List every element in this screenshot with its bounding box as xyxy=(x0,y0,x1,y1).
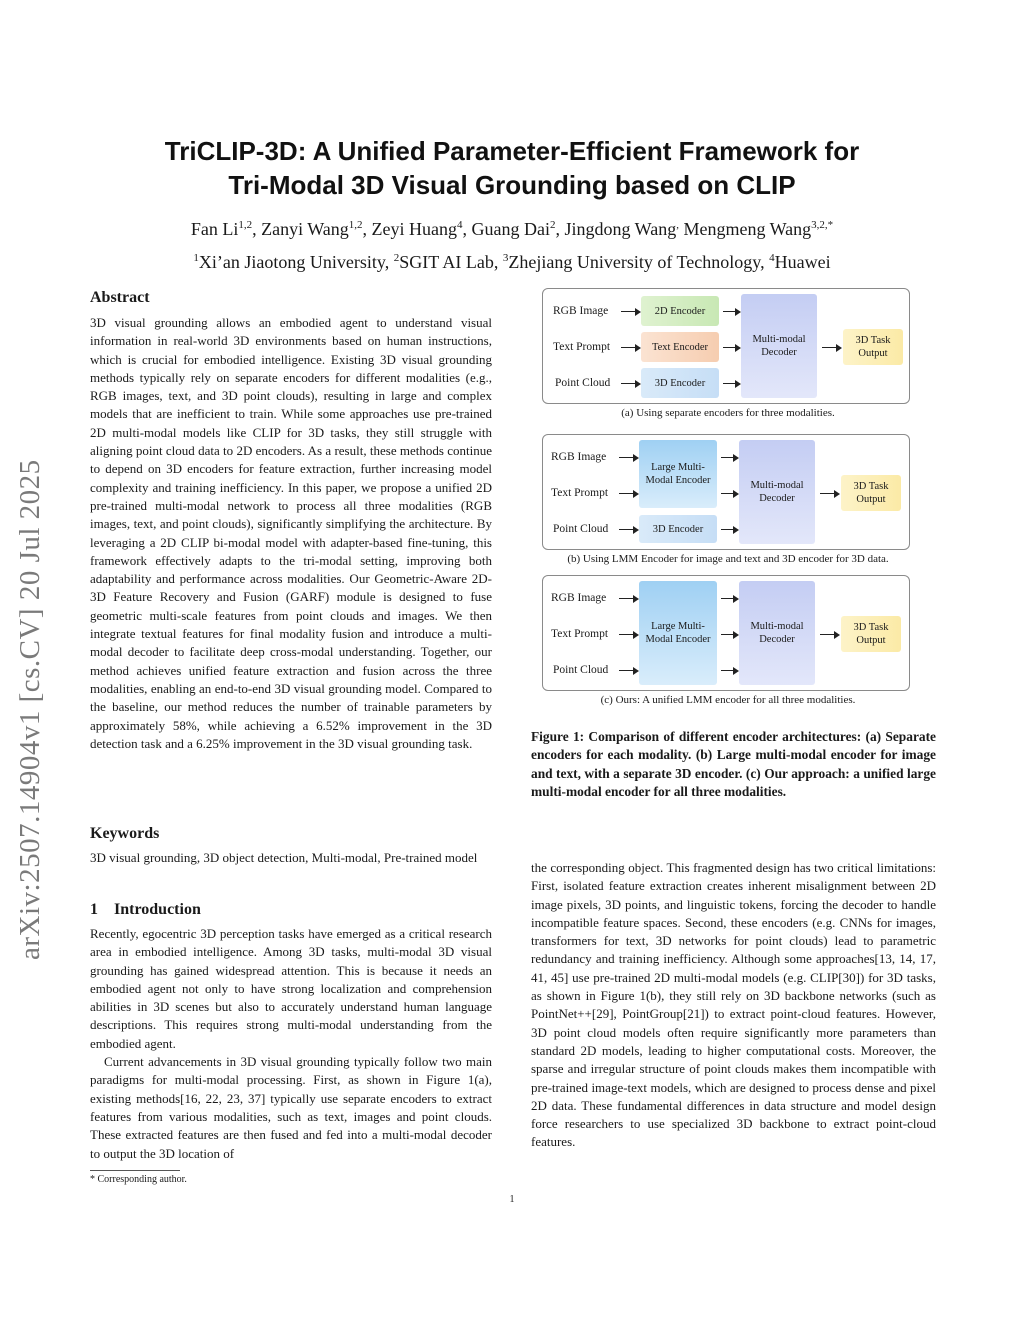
arrow xyxy=(621,383,639,384)
large-multimodal-encoder-box: Large Multi-Modal Encoder xyxy=(639,581,717,685)
panel-a-caption: (a) Using separate encoders for three modalities. xyxy=(621,407,835,419)
3d-encoder-box: 3D Encoder xyxy=(641,368,719,398)
author-list xyxy=(80,217,944,241)
author: Zeyi Huang$^4$, xyxy=(371,219,472,239)
text-encoder-box: Text Encoder xyxy=(641,332,719,362)
figure-panel-b xyxy=(542,434,910,550)
3d-encoder-box: 3D Encoder xyxy=(639,515,717,543)
arrow xyxy=(619,493,637,494)
arrow xyxy=(721,493,737,494)
arxiv-side-stamp: arXiv:2507.14904v1 [cs.CV] 20 Jul 2025 xyxy=(14,459,46,960)
arrow xyxy=(721,529,737,530)
footnote-divider xyxy=(90,1170,180,1171)
arrow xyxy=(723,347,739,348)
figure-panel-a xyxy=(542,288,910,404)
input-label-point-cloud: Point Cloud xyxy=(555,377,611,389)
2d-encoder-box: 2D Encoder xyxy=(641,296,719,326)
intro-paragraph-3: the corresponding object. This fragmented design has two critical limitations: First, isolated feature extraction creates inherent misalignment between 2D image pixels, 3D points, and linguistic tokens, forcing the decoder to handle incompatible feature spaces. Second, these encoders (e.g. CNNs for images, transformers for text, 3D networks for point clouds) lead to parametric redundancy and training inefficiency. Although some approaches[13, 14, 17, 41, 45] use pre-trained 2D multi-modal models (e.g. CLIP[30]) for 3D tasks, as shown in Figure 1(b), they still rely on 3D backbone networks (such as PointNet++[29], PointGroup[21]) to extract point-cloud features. However, 3D point cloud models often require significantly more parameters than standard 2D models, leading to higher computational costs. Moreover, the sparse and irregular structure of point clouds makes them incompatible with pre-trained image-text models, which are designed to process dense and pixel 2D data. These fundamental differences in data structure and model design force researchers to use specialized 3D backbone to extract point-cloud features. xyxy=(531,860,936,1150)
keywords-section xyxy=(90,824,492,867)
figure-panel-c xyxy=(542,575,910,691)
arrow xyxy=(822,347,840,348)
author: Fan Li$^{1,2}$, xyxy=(190,219,262,239)
arrow xyxy=(619,529,637,530)
arrow xyxy=(820,493,838,494)
abstract-section xyxy=(90,288,492,753)
arrow xyxy=(621,347,639,348)
arrow xyxy=(721,598,737,599)
page-number: 1 xyxy=(509,1194,515,1205)
input-label-point-cloud: Point Cloud xyxy=(553,523,609,535)
affiliation-list xyxy=(80,250,944,274)
affiliation: $^1$Xi’an Jiaotong University, xyxy=(193,252,394,272)
arrow xyxy=(721,457,737,458)
input-label-text: Text Prompt xyxy=(553,341,611,353)
input-label-rgb: RGB Image xyxy=(551,451,607,463)
task-output-box: 3D Task Output xyxy=(841,475,901,511)
arrow xyxy=(621,311,639,312)
author: Mengmeng Wang$^{3,2,*}$ xyxy=(683,219,834,239)
abstract-heading: Abstract xyxy=(90,289,150,306)
multimodal-decoder-box: Multi-modal Decoder xyxy=(739,440,815,544)
task-output-box: 3D Task Output xyxy=(843,329,903,365)
arrow xyxy=(723,383,739,384)
arrow xyxy=(619,457,637,458)
author: Guang Dai$^2$, xyxy=(471,219,565,239)
abstract-text: 3D visual grounding allows an embodied agent to understand visual information in real-world 3D environments based on human instructions, which is crucial for embodied intelligence. Existing 3D visual grounding methods typically rely on separate encoders for different modalities (e.g., RGB images, text, and 3D point clouds), resulting in large and complex models that are inefficient to train. While some approaches use pre-trained 2D multi-modal models like CLIP for 3D tasks, they still struggle with aligning point cloud data to 2D encoders. As a result, these methods continue to depend on 3D encoders for feature extraction, further increasing model complexity and training inefficiency. In this paper, we propose a unified 2D pre-trained multi-modal network to process all three modalities (RGB images, text, and point clouds), significantly simplifying the architecture. By leveraging a 2D CLIP bi-modal model with adapter-based fine-tuning, this framework effectively adapts to the tri-modal setting, improving both adaptability and performance across modalities. Our Geometric-Aware 2D-3D Feature Recovery and Fusion (GARF) module is designed to fuse geometric multi-scale features from point clouds and images. We then integrate textual features for final modality fusion and introduce a multi-modal decoder to facilitate deep cross-modal understanding. Together, our method achieves unified feature extraction and fusion across the three modalities, enabling an end-to-end 3D visual grounding model. Compared to the baseline, our method reduces the number of trainable parameters by approximately 58%, while achieving a 6.52% improvement in the 3D detection task and a 6.25% improvement in the 3D visual grounding task. xyxy=(90,315,492,751)
footnote: * Corresponding author. xyxy=(90,1174,187,1185)
title-line-1: TriCLIP-3D: A Unified Parameter-Efficient Framework for xyxy=(164,136,860,166)
intro-paragraph-1: Recently, egocentric 3D perception tasks have emerged as a critical research area in embodied intelligence. Among 3D tasks, multi-modal 3D visual grounding has gained widespread attention. This is because it needs an embodied agent not only to have strong localization and comprehension abilities in 3D scenes but also to accurately understand human language descriptions. This requires strong multi-modal understanding from the embodied agent. xyxy=(90,926,492,1051)
introduction-heading: 1 Introduction xyxy=(90,901,201,918)
affiliation: $^3$Zhejiang University of Technology, xyxy=(502,252,770,272)
input-label-text: Text Prompt xyxy=(551,487,609,499)
paper-title xyxy=(80,134,944,202)
author: Jingdong Wang, xyxy=(564,219,679,239)
input-label-point-cloud: Point Cloud xyxy=(553,664,609,676)
arrow xyxy=(723,311,739,312)
figure-1 xyxy=(542,288,914,707)
title-line-2: Tri-Modal 3D Visual Grounding based on CLIP xyxy=(228,170,796,200)
introduction-section xyxy=(90,900,492,1163)
arrow xyxy=(721,634,737,635)
task-output-box: 3D Task Output xyxy=(841,616,901,652)
arrow xyxy=(820,634,838,635)
arrow xyxy=(619,598,637,599)
arrow xyxy=(619,634,637,635)
multimodal-decoder-box: Multi-modal Decoder xyxy=(741,294,817,398)
input-label-rgb: RGB Image xyxy=(553,305,609,317)
author: Zanyi Wang$^{1,2}$, xyxy=(261,219,372,239)
panel-b-caption: (b) Using LMM Encoder for image and text and 3D encoder for 3D data. xyxy=(567,553,889,565)
keywords-text: 3D visual grounding, 3D object detection, Multi-modal, Pre-trained model xyxy=(90,850,478,865)
input-label-rgb: RGB Image xyxy=(551,592,607,604)
panel-c-caption: (c) Ours: A unified LMM encoder for all three modalities. xyxy=(600,694,856,706)
multimodal-decoder-box: Multi-modal Decoder xyxy=(739,581,815,685)
keywords-heading: Keywords xyxy=(90,825,160,842)
affiliation: $^2$SGIT AI Lab, xyxy=(393,252,503,272)
intro-paragraph-2: Current advancements in 3D visual grounding typically follow two main paradigms for multi-modal processing. First, as shown in Figure 1(a), existing methods[16, 22, 23, 37] typically use separate encoders to extract features from various modalities, such as text, images and point clouds. These extracted features are then fused and fed into a multi-modal decoder to output the 3D location of xyxy=(90,1054,492,1161)
introduction-continued xyxy=(531,859,936,1152)
large-multimodal-encoder-box: Large Multi-Modal Encoder xyxy=(639,440,717,508)
figure-1-caption: Figure 1: Comparison of different encoder architectures: (a) Separate encoders for each modality. (b) Large multi-modal encoder for image and text, with a separate 3D encoder. (c) Our approach: a unified large multi-modal encoder for all three modalities. xyxy=(531,729,936,799)
arrow xyxy=(721,670,737,671)
input-label-text: Text Prompt xyxy=(551,628,609,640)
affiliation: $^4$Huawei xyxy=(769,252,831,272)
arrow xyxy=(619,670,637,671)
